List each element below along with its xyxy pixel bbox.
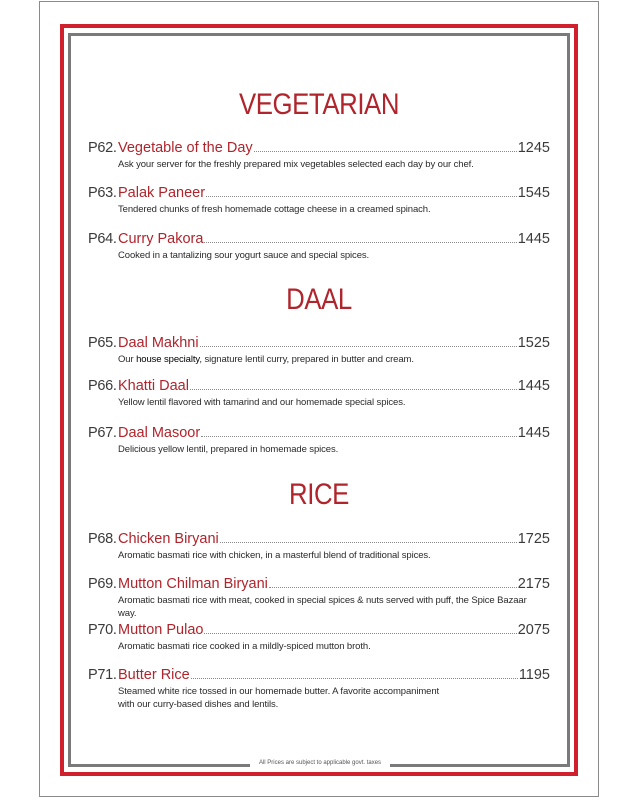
item-name: Mutton Pulao <box>118 622 204 638</box>
item-code: P63. <box>88 185 117 201</box>
item-code: P68. <box>88 531 117 547</box>
section-title-rice: RICE <box>289 478 349 511</box>
desc-part: Our <box>118 354 137 365</box>
desc-part: , signature lentil curry, prepared in butter and cream. <box>199 354 414 365</box>
menu-item <box>88 378 550 409</box>
item-code: P65. <box>88 335 117 351</box>
menu-item <box>88 576 550 620</box>
menu-item <box>88 231 550 262</box>
section-title-daal: DAAL <box>286 283 352 316</box>
menu-item <box>88 185 550 216</box>
dot-leader <box>220 541 517 543</box>
dot-leader <box>204 632 516 634</box>
item-description: Steamed white rice tossed in our homemade butter. A favorite accompaniment with our curry-based dishes and lentils. <box>118 686 440 710</box>
item-description: Yellow lentil flavored with tamarind and our homemade special spices. <box>118 397 406 408</box>
item-code: P62. <box>88 140 117 156</box>
item-code: P70. <box>88 622 117 638</box>
item-name: Butter Rice <box>118 667 190 683</box>
dot-leader <box>254 150 517 152</box>
item-price: 1725 <box>517 531 550 547</box>
item-price: 1445 <box>517 378 550 394</box>
item-code: P69. <box>88 576 117 592</box>
menu-item <box>88 667 550 711</box>
item-description: Delicious yellow lentil, prepared in homemade spices. <box>118 444 339 455</box>
desc-highlight: house specialty <box>136 354 200 365</box>
menu-item <box>88 531 550 562</box>
menu-item <box>88 335 550 366</box>
item-code: P67. <box>88 425 117 441</box>
item-price: 1245 <box>517 140 550 156</box>
item-description: Aromatic basmati rice with meat, cooked in special spices & nuts served with puff, the Spice Bazaar way. <box>118 595 527 619</box>
item-description: Cooked in a tantalizing sour yogurt sauce and special spices. <box>118 250 370 261</box>
item-description: Aromatic basmati rice with chicken, in a masterful blend of traditional spices. <box>118 550 431 561</box>
dot-leader <box>201 435 517 437</box>
item-price: 2075 <box>517 622 550 638</box>
item-price: 1445 <box>517 425 550 441</box>
item-name: Mutton Chilman Biryani <box>118 576 268 592</box>
menu-item <box>88 425 550 456</box>
item-name: Daal Makhni <box>118 335 199 351</box>
dot-leader <box>206 195 517 197</box>
item-code: P64. <box>88 231 117 247</box>
item-description <box>118 353 498 366</box>
dot-leader <box>200 345 517 347</box>
item-description: Ask your server for the freshly prepared mix vegetables selected each day by our chef. <box>118 159 474 170</box>
menu-item <box>88 140 550 171</box>
dot-leader <box>269 586 517 588</box>
section-title-vegetarian: VEGETARIAN <box>238 88 400 121</box>
item-description: Aromatic basmati rice cooked in a mildly-spiced mutton broth. <box>118 641 371 652</box>
dot-leader <box>190 388 517 390</box>
item-name: Curry Pakora <box>118 231 204 247</box>
dot-leader <box>204 241 516 243</box>
tax-footnote: All Prices are subject to applicable govt. taxes <box>250 757 390 769</box>
item-description: Tendered chunks of fresh homemade cottage cheese in a creamed spinach. <box>118 204 431 215</box>
menu-item <box>88 622 550 653</box>
item-name: Khatti Daal <box>118 378 189 394</box>
item-price: 1195 <box>518 667 550 683</box>
item-price: 1445 <box>517 231 550 247</box>
item-name: Daal Masoor <box>118 425 201 441</box>
item-price: 1545 <box>517 185 550 201</box>
item-name: Chicken Biryani <box>118 531 219 547</box>
dot-leader <box>191 677 518 679</box>
item-price: 2175 <box>517 576 550 592</box>
item-price: 1525 <box>517 335 550 351</box>
item-code: P71. <box>88 667 117 683</box>
item-name: Vegetable of the Day <box>118 140 253 156</box>
item-code: P66. <box>88 378 117 394</box>
item-name: Palak Paneer <box>118 185 206 201</box>
